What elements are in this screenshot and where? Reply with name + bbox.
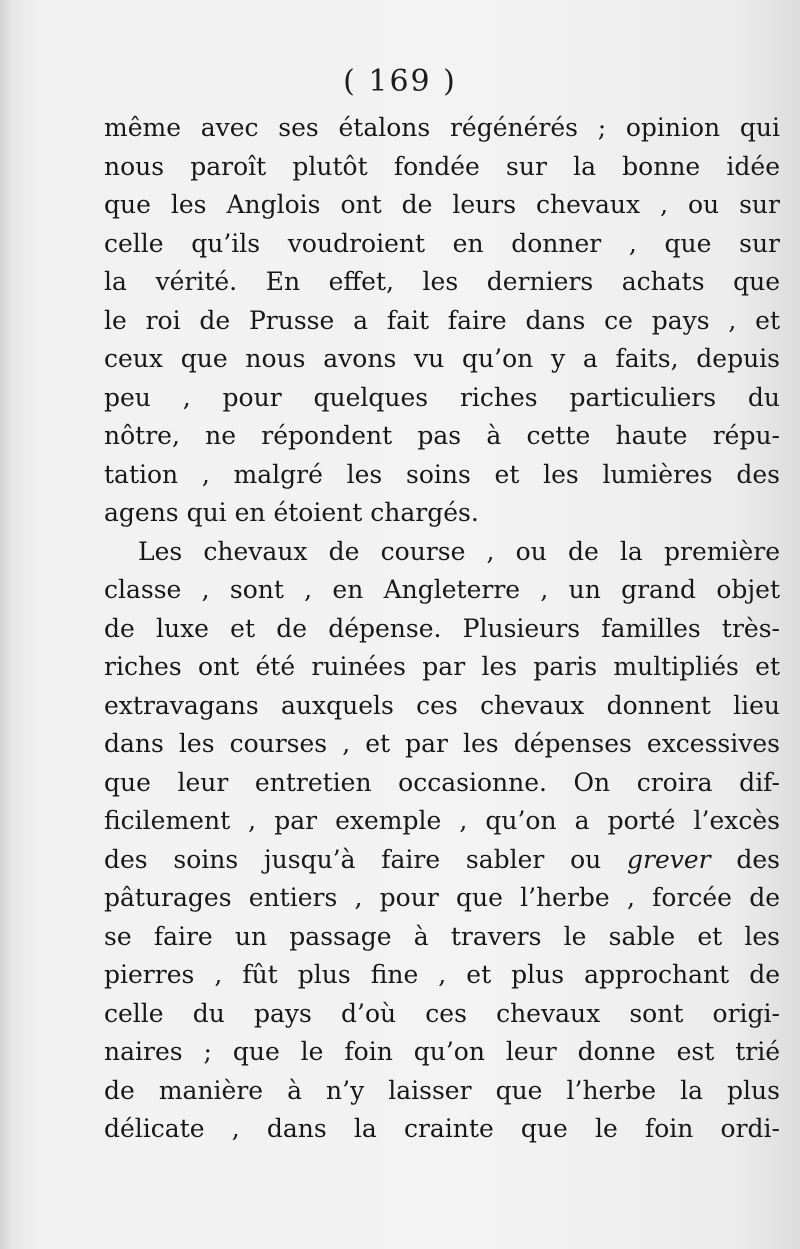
text-line: classe , sont , en Angleterre , un grand objet: [104, 575, 780, 604]
text-line: délicate , dans la crainte que le foin ordi-: [104, 1114, 780, 1143]
text-line: peu , pour quelques riches particuliers du: [104, 382, 780, 412]
text-line: même avec ses étalons régénérés ; opinion qui: [104, 113, 780, 142]
text-line: de manière à n’y laisser que l’herbe la plus: [104, 1075, 780, 1105]
page-number: ( 169 ): [343, 64, 457, 99]
text-line: riches ont été ruinées par les paris multipliés et: [104, 652, 780, 681]
text-line: le roi de Prusse a fait faire dans ce pays , et: [104, 305, 780, 335]
line-start: des soins jusqu’à faire sabler ou: [104, 844, 602, 874]
text-line: Les chevaux de course , ou de la première: [138, 536, 780, 566]
text-line: pierres , fût plus fine , et plus approchant de: [104, 960, 780, 989]
text-line: dans les courses , et par les dépenses excessives: [104, 729, 780, 758]
text-line: celle du pays d’où ces chevaux sont origi-: [104, 998, 780, 1028]
text-line: ficilement , par exemple , qu’on a porté l’excès: [104, 806, 780, 835]
text-line: tation , malgré les soins et les lumières des: [104, 459, 780, 489]
line-end: des: [710, 844, 780, 874]
text-line: [104, 841, 780, 880]
text-line: naires ; que le foin qu’on leur donne est trié: [104, 1037, 780, 1066]
body-text: [104, 109, 780, 1149]
text-line: la vérité. En effet, les derniers achats que: [104, 267, 780, 296]
text-line: pâturages entiers , pour que l’herbe , forcée de: [104, 883, 780, 912]
italic-word: grever: [627, 844, 711, 874]
text-line: nous paroît plutôt fondée sur la bonne idée: [104, 151, 780, 181]
text-line: que les Anglois ont de leurs chevaux , ou sur: [104, 190, 780, 219]
text-line: celle qu’ils voudroient en donner , que sur: [104, 228, 780, 258]
text-line: ceux que nous avons vu qu’on y a faits, depuis: [104, 344, 780, 373]
text-line: agens qui en étoient chargés.: [104, 498, 479, 527]
text-line: nôtre, ne répondent pas à cette haute répu-: [104, 421, 780, 450]
text-line: se faire un passage à travers le sable et les: [104, 921, 780, 951]
text-line: de luxe et de dépense. Plusieurs familles très-: [104, 613, 780, 643]
text-line: extravagans auxquels ces chevaux donnent lieu: [104, 690, 780, 720]
text-line: que leur entretien occasionne. On croira dif-: [104, 767, 780, 797]
